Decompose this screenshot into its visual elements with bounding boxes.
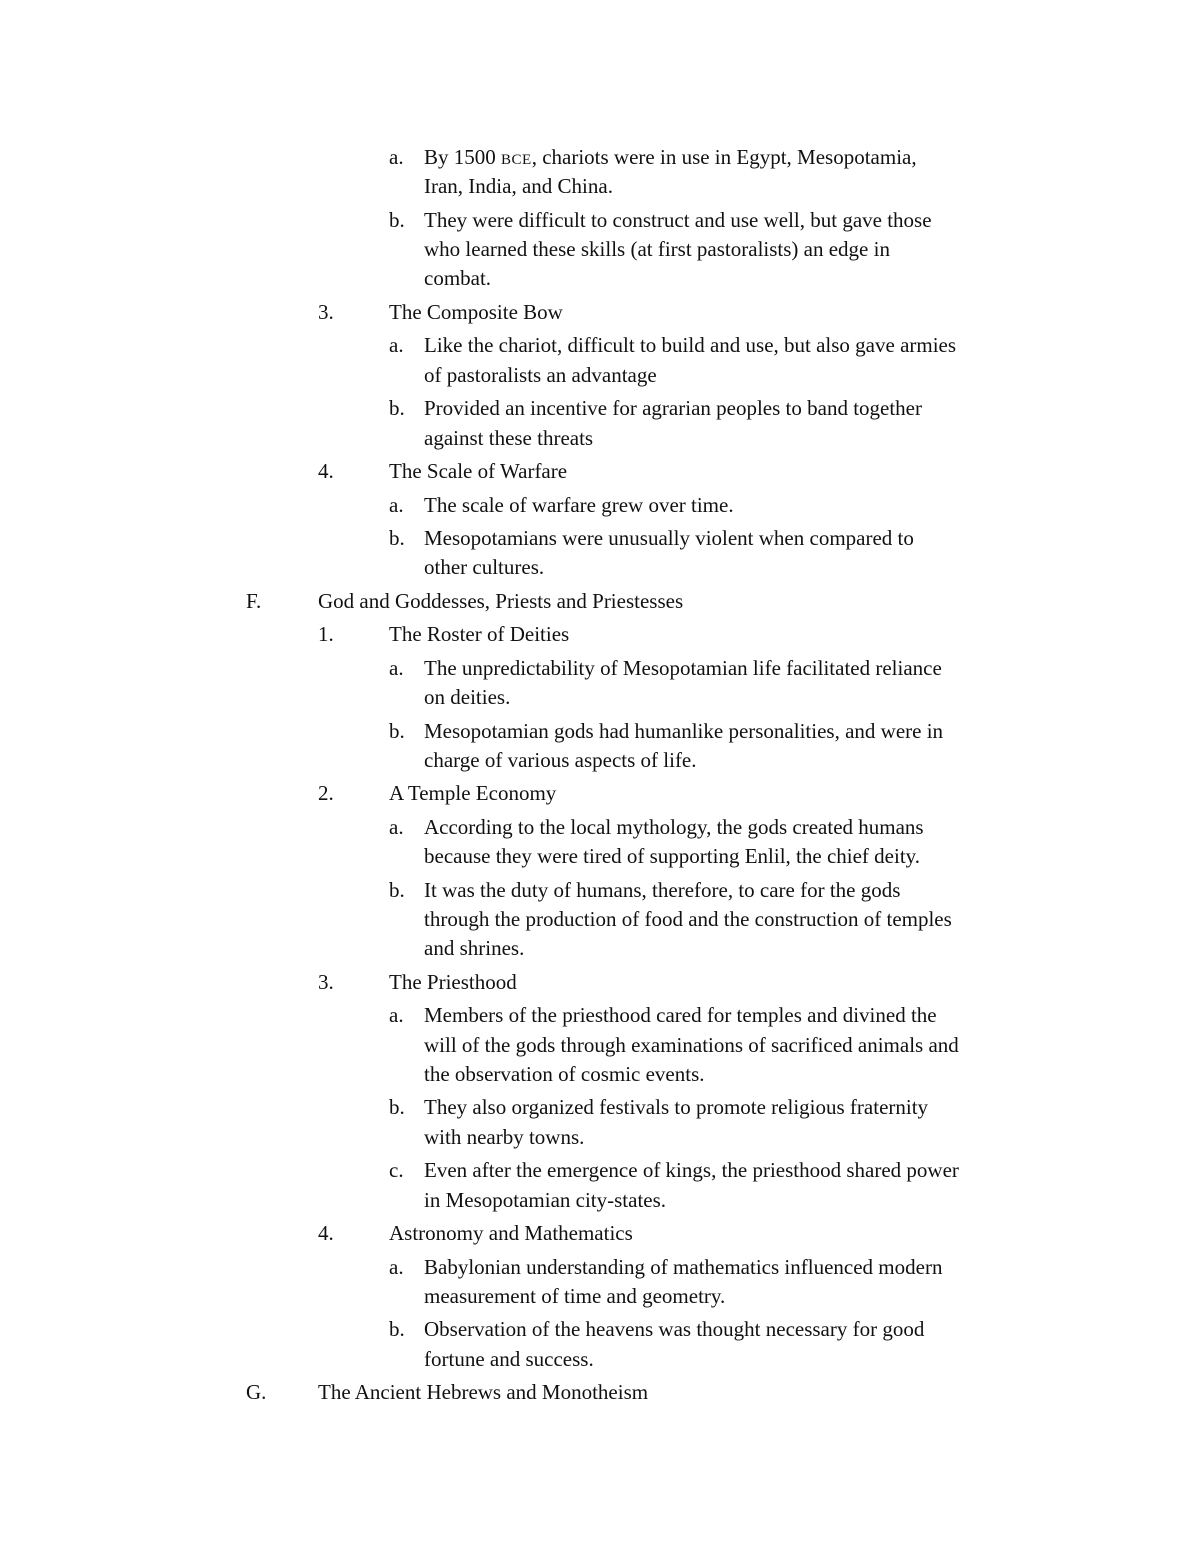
outline-marker: 4.	[318, 459, 334, 483]
outline-line	[0, 1155, 1200, 1187]
outline-line	[0, 1252, 1200, 1284]
outline-line	[0, 875, 1200, 907]
outline-text: with nearby towns.	[424, 1124, 585, 1149]
outline-text: Mesopotamian gods had humanlike personalities, and were in	[424, 718, 944, 743]
outline-text: through the production of food and the construction of temples	[424, 907, 952, 931]
outline-text: Iran, India, and China.	[424, 174, 613, 199]
outline-line	[0, 682, 1200, 714]
outline-marker: a.	[389, 1003, 404, 1028]
outline-marker: b.	[389, 396, 405, 421]
outline-text: They were difficult to construct and use well, but gave those	[424, 207, 932, 232]
outline-text: Members of the priesthood cared for temples and divined the	[424, 1003, 937, 1028]
outline-text: By 1500 BCE, chariots were in use in Egypt, Mesopotamia,	[424, 145, 917, 169]
outline-line	[0, 1218, 1200, 1250]
outline-text: According to the local mythology, the gods created humans	[424, 814, 924, 839]
outline-marker: 2.	[318, 781, 334, 806]
outline-line	[0, 1377, 1200, 1409]
outline-line	[0, 171, 1200, 203]
outline-text: The Scale of Warfare	[389, 459, 568, 483]
outline-text: because they were tired of supporting Enlil, the chief deity.	[424, 844, 921, 869]
outline-text: The Ancient Hebrews and Monotheism	[318, 1380, 649, 1405]
outline-text: and shrines.	[424, 936, 525, 961]
outline-marker: b.	[389, 526, 405, 550]
outline-line	[0, 456, 1200, 488]
outline-text: combat.	[424, 266, 492, 291]
outline-text: against these threats	[424, 425, 594, 450]
outline-line	[0, 263, 1200, 295]
outline-line	[0, 423, 1200, 455]
outline-marker: b.	[389, 207, 405, 232]
outline-line	[0, 1092, 1200, 1124]
outline-text: A Temple Economy	[389, 781, 557, 806]
outline-marker: F.	[246, 588, 262, 613]
outline-text: Babylonian understanding of mathematics influenced modern	[424, 1254, 943, 1279]
outline-line	[0, 812, 1200, 844]
outline-marker: b.	[389, 1317, 405, 1342]
outline-line	[0, 234, 1200, 266]
outline-marker: G.	[246, 1380, 267, 1405]
outline-text: Astronomy and Mathematics	[389, 1221, 633, 1245]
outline-line	[0, 967, 1200, 999]
outline-text: The Roster of Deities	[389, 622, 570, 647]
outline-line	[0, 1122, 1200, 1154]
outline-line	[0, 330, 1200, 362]
outline-line	[0, 586, 1200, 618]
outline-marker: b.	[389, 877, 405, 902]
outline-marker: a.	[389, 145, 404, 169]
outline-text: who learned these skills (at first pastoralists) an edge in	[424, 237, 890, 262]
outline-line	[0, 142, 1200, 174]
outline-text: other cultures.	[424, 555, 545, 580]
outline-marker: a.	[389, 814, 404, 839]
outline-line	[0, 1000, 1200, 1032]
outline-line	[0, 1344, 1200, 1376]
outline-marker: a.	[389, 492, 404, 517]
outline-text: The Priesthood	[389, 969, 517, 994]
outline-marker: a.	[389, 1254, 404, 1279]
outline-marker: c.	[389, 1158, 404, 1183]
outline-line	[0, 297, 1200, 329]
outline-text: The unpredictability of Mesopotamian life facilitated reliance	[424, 655, 942, 680]
outline-text: of pastoralists an advantage	[424, 362, 657, 387]
outline-text: They also organized festivals to promote religious fraternity	[424, 1095, 929, 1120]
outline-text: measurement of time and geometry.	[424, 1283, 726, 1308]
outline-line	[0, 1030, 1200, 1062]
outline-text: in Mesopotamian city-states.	[424, 1187, 667, 1212]
outline-line	[0, 552, 1200, 584]
outline-text: The scale of warfare grew over time.	[424, 492, 734, 517]
outline-marker: b.	[389, 718, 405, 743]
outline-line	[0, 1059, 1200, 1091]
outline-text: Provided an incentive for agrarian peoples to band together	[424, 396, 922, 421]
outline-text: God and Goddesses, Priests and Priestesses	[318, 588, 684, 613]
outline-marker: 4.	[318, 1221, 334, 1245]
outline-marker: a.	[389, 333, 404, 358]
outline-text: It was the duty of humans, therefore, to care for the gods	[424, 877, 901, 902]
outline-text: will of the gods through examinations of sacrificed animals and	[424, 1032, 959, 1057]
outline-text: Even after the emergence of kings, the priesthood shared power	[424, 1158, 959, 1183]
outline-line	[0, 904, 1200, 936]
outline-text: Like the chariot, difficult to build and use, but also gave armies	[424, 333, 957, 358]
outline-line	[0, 205, 1200, 237]
outline-marker: 3.	[318, 299, 334, 324]
outline-line	[0, 490, 1200, 522]
outline-marker: 1.	[318, 622, 334, 647]
outline-text: charge of various aspects of life.	[424, 747, 697, 772]
outline-line	[0, 716, 1200, 748]
outline-marker: b.	[389, 1095, 405, 1120]
outline-line	[0, 778, 1200, 810]
outline-line	[0, 360, 1200, 392]
outline-text: fortune and success.	[424, 1346, 594, 1371]
outline-line	[0, 933, 1200, 965]
outline-marker: a.	[389, 655, 404, 680]
outline-line	[0, 745, 1200, 777]
outline-text: Observation of the heavens was thought necessary for good	[424, 1317, 925, 1342]
outline-line	[0, 653, 1200, 685]
outline-text: Mesopotamians were unusually violent when compared to	[424, 526, 914, 550]
outline-line	[0, 1185, 1200, 1217]
outline-text: The Composite Bow	[389, 299, 563, 324]
outline-line	[0, 841, 1200, 873]
outline-text: on deities.	[424, 685, 511, 710]
outline-line	[0, 619, 1200, 651]
outline-marker: 3.	[318, 969, 334, 994]
outline-line	[0, 1314, 1200, 1346]
outline-line	[0, 393, 1200, 425]
outline-line	[0, 1281, 1200, 1313]
outline-text: the observation of cosmic events.	[424, 1061, 705, 1086]
outline-line	[0, 523, 1200, 555]
